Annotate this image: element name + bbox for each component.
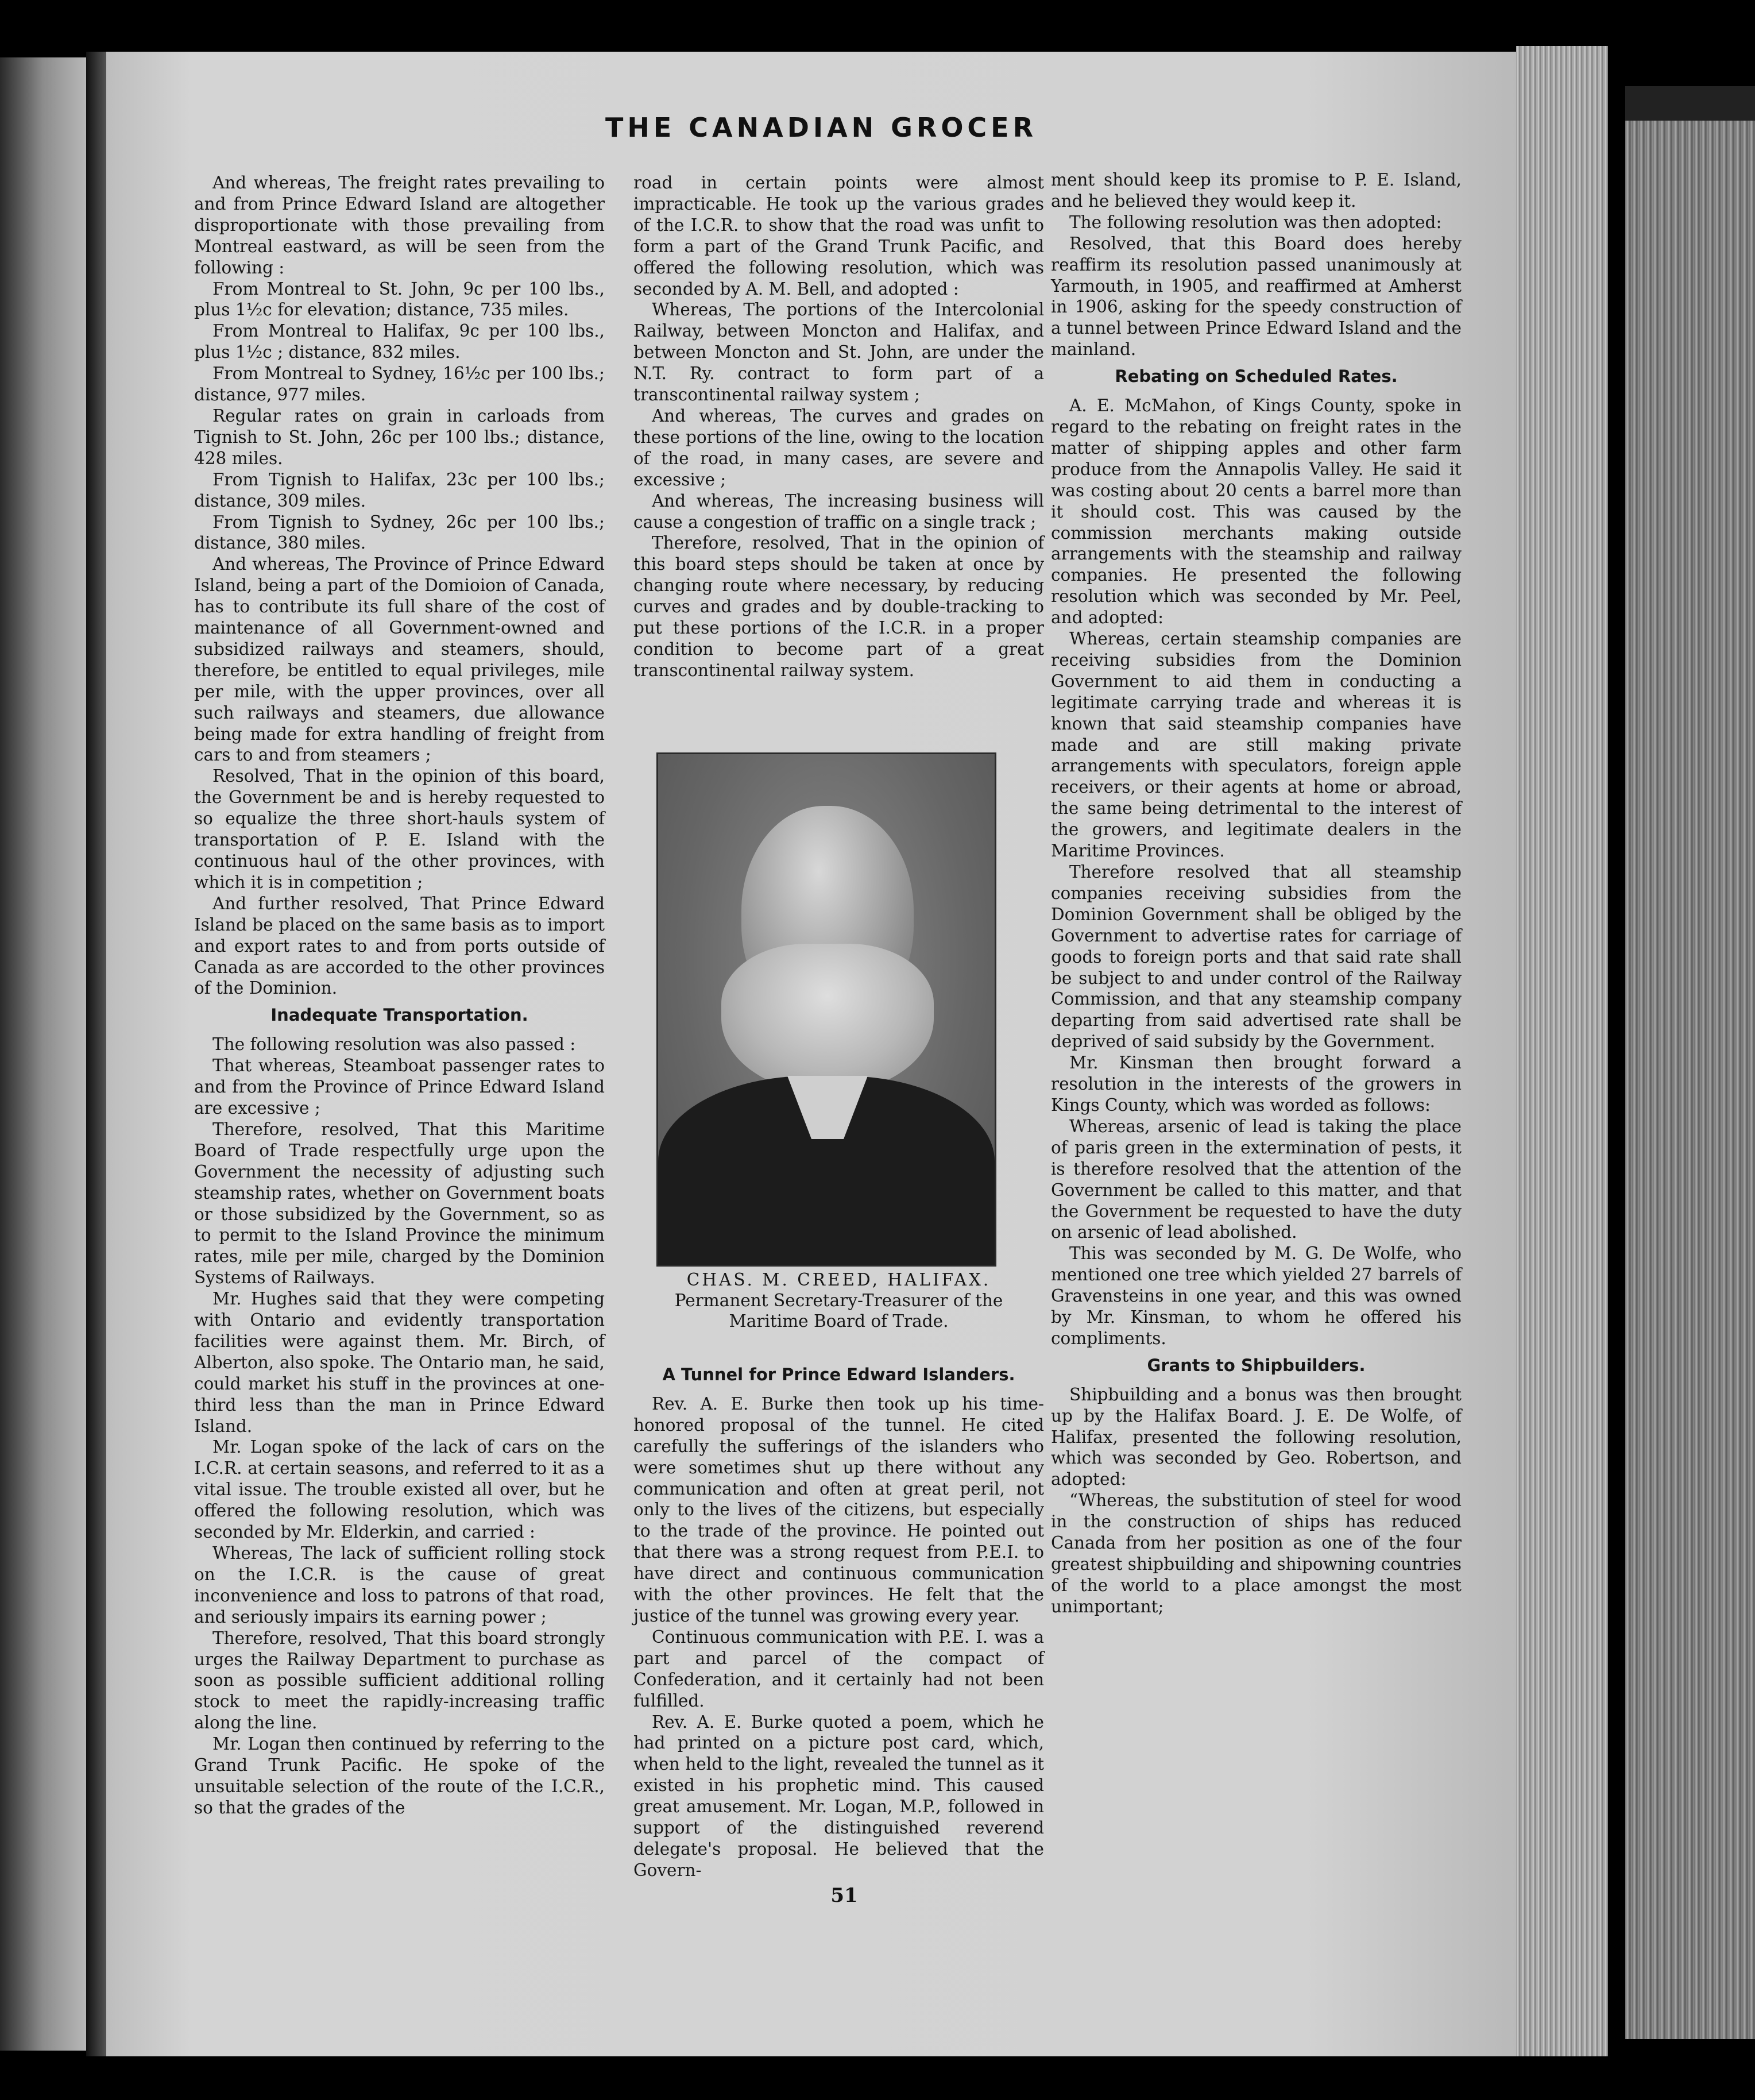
paragraph: Resolved, that this Board does hereby reaffirm its resolution passed unanimously at Yarmouth, in 1905, and reaffirmed at Amherst in 1906, asking for the speedy construction of a tunnel between Prince Edward Island and the mainland. xyxy=(1051,233,1462,360)
paragraph: That whereas, Steamboat passenger rates to and from the Province of Prince Edward Island are excessive ; xyxy=(194,1056,605,1118)
paragraph: From Tignish to Sydney, 26c per 100 lbs.; distance, 380 miles. xyxy=(194,512,605,553)
section-heading: Inadequate Transportation. xyxy=(270,1005,528,1025)
paragraph: The following resolution was also passed : xyxy=(212,1034,576,1055)
paragraph: road in certain points were almost impracticable. He took up the various grades of the I.C.R. to show that the road was unfit to form a part of the Grand Trunk Pacific, and offered the following resolution, which was seconded by A. M. Bell, and adopted : xyxy=(633,173,1044,299)
paragraph: Mr. Logan spoke of the lack of cars on the I.C.R. at certain seasons, and referred to it as a vital issue. The trouble existed all over, but he offered the following resolution, which was seconded by Mr. Elderkin, and carried : xyxy=(194,1437,605,1542)
paragraph: A. E. McMahon, of Kings County, spoke in regard to the rebating on freight rates in the matter of shipping apples and other farm produce from the Annapolis Valley. He said it was costing about 20 cents a barrel more than it should cost. This was caused by the commission merchants making outside arrangements with the steamship and railway companies. He presented the following resolution which was seconded by Mr. Peel, and adopted: xyxy=(1051,396,1462,628)
paragraph: Therefore, resolved, That this board strongly urges the Railway Department to purchase as soon as possible sufficient additional rolling stock to meet the rapidly-increasing traffic along the line. xyxy=(194,1628,605,1733)
photo-caption xyxy=(633,1269,1044,1331)
paragraph: And whereas, The curves and grades on these portions of the line, owing to the location of the road, in many cases, are severe and excessive ; xyxy=(633,406,1044,489)
paragraph: Mr. Logan then continued by referring to the Grand Trunk Pacific. He spoke of the unsuitable selection of the route of the I.C.R., so that the grades of the xyxy=(194,1734,605,1817)
section-heading: A Tunnel for Prince Edward Islanders. xyxy=(662,1365,1015,1384)
paragraph: From Tignish to Halifax, 23c per 100 lbs.; distance, 309 miles. xyxy=(194,469,605,511)
paragraph: Mr. Hughes said that they were competing with Ontario and evidently transportation facilities were against them. Mr. Birch, of Alberton, also spoke. The Ontario man, he said, could market his stuff in the provinces at one-third less than the man in Prince Edward Island. xyxy=(194,1289,605,1436)
column-2-bottom xyxy=(633,1358,1044,1881)
column-3 xyxy=(1051,169,1462,1618)
paragraph: “Whereas, the substitution of steel for wood in the construction of ships has reduced Canada from her position as one of the four greatest shipbuilding and shipowning countries of the world to a place amongst the most unimportant; xyxy=(1051,1491,1462,1616)
paragraph: Whereas, The lack of sufficient rolling stock on the I.C.R. is the cause of great inconvenience and loss to patrons of that road, and seriously impairs its earning power ; xyxy=(194,1543,605,1627)
page-number: 51 xyxy=(830,1884,858,1907)
paragraph: And further resolved, That Prince Edward Island be placed on the same basis as to import and export rates to and from ports outside of Canada as are accorded to the other provinces of the Dominion. xyxy=(194,893,605,998)
adjacent-book-top xyxy=(1625,86,1755,121)
column-1 xyxy=(194,172,605,1819)
paragraph: Shipbuilding and a bonus was then brought up by the Halifax Board. J. E. De Wolfe, of Halifax, presented the following resolution, which was seconded by Geo. Robertson, and adopted: xyxy=(1051,1384,1462,1489)
portrait-photo xyxy=(656,752,996,1267)
paragraph: Whereas, certain steamship companies are receiving subsidies from the Dominion Government to aid them in conducting a legitimate carrying trade and whereas it is known that said steamship companies have made and are still making private arrangements with speculators, foreign apple receivers, or their agents at home or abroad, the same being detrimental to the interest of the growers, and legitimate dealers in the Maritime Provinces. xyxy=(1051,629,1462,861)
paragraph: This was seconded by M. G. De Wolfe, who mentioned one tree which yielded 27 barrels of Gravensteins in one year, and this was owned by Mr. Kinsman, to whom he offered his compliments. xyxy=(1051,1244,1462,1348)
paragraph: Whereas, The portions of the Intercolonial Railway, between Moncton and Halifax, and between Moncton and St. John, are under the N.T. Ry. contract to form part of a transcontinental railway system ; xyxy=(633,300,1044,405)
paragraph: Rev. A. E. Burke then took up his time-honored proposal of the tunnel. He cited carefully the sufferings of the islanders who were sometimes shut up there without any communication and often at great peril, not only to the lives of the citizens, but especially to the trade of the province. He pointed out that there was a strong request from P.E.I. to have direct and continuous communication with the other provinces. He felt that the justice of the tunnel was growing every year. xyxy=(633,1393,1044,1626)
paragraph: And whereas, The freight rates prevailing to and from Prince Edward Island are altogether disproportionate with those prevailing from Montreal eastward, as will be seen from the following : xyxy=(194,173,605,277)
paragraph: Regular rates on grain in carloads from Tignish to St. John, 26c per 100 lbs.; distance, 428 miles. xyxy=(194,406,605,468)
paragraph: Therefore, resolved, That in the opinion of this board steps should be taken at once by changing route where necessary, by reducing curves and grades and by double-tracking to put these portions of the I.C.R. in a proper condition to become part of a great transcontinental railway system. xyxy=(633,533,1044,680)
section-heading: Grants to Shipbuilders. xyxy=(1147,1355,1366,1375)
adjacent-book xyxy=(1625,86,1755,2039)
paragraph: Therefore, resolved, That this Maritime Board of Trade respectfully urge upon the Government the necessity of adjusting such steamship rates, whether on Government boats or those subsidized by the Government, so as to permit to the Island Province the minimum rates, mile per mile, charged by the Dominion Systems of Railways. xyxy=(194,1119,605,1288)
paragraph: Therefore resolved that all steamship companies receiving subsidies from the Dominion Government shall be obliged by the Government to advertise rates for carriage of goods to foreign ports and that said rate shall be subject to and under control of the Railway Commission, and that any steamship company departing from said advertised rate shall be deprived of said subsidy by the Government. xyxy=(1051,862,1462,1052)
page-edges xyxy=(1516,46,1608,2056)
paragraph: And whereas, The Province of Prince Edward Island, being a part of the Domioion of Canada, has to contribute its full share of the cost of maintenance of all Government-owned and subsidized railways and steamers, should, therefore, be entitled to equal privileges, mile per mile, with the upper provinces, over all such railways and steamers, due allowance being made for extra handling of freight from cars to and from steamers ; xyxy=(194,554,605,765)
column-2-top xyxy=(633,172,1044,681)
portrait-beard xyxy=(721,944,934,1093)
paragraph: The following resolution was then adopted: xyxy=(1069,212,1442,232)
paragraph: Rev. A. E. Burke quoted a poem, which he had printed on a picture post card, which, when held to the light, revealed the tunnel as it existed in his prophetic mind. This caused great amusement. Mr. Logan, M.P., followed in support of the distinguished reverend delegate's proposal. He believed that the Govern- xyxy=(633,1712,1044,1880)
paragraph: And whereas, The increasing business will cause a congestion of traffic on a single track ; xyxy=(633,491,1044,532)
paragraph: From Montreal to St. John, 9c per 100 lbs., plus 1½c for elevation; distance, 735 miles. xyxy=(194,279,605,320)
paragraph: From Montreal to Halifax, 9c per 100 lbs., plus 1½c ; distance, 832 miles. xyxy=(194,321,605,362)
paragraph: Whereas, arsenic of lead is taking the place of paris green in the extermination of pests, it is therefore resolved that the attention of the Government be called to this matter, and that the Government be requested to have the duty on arsenic of lead abolished. xyxy=(1051,1116,1462,1242)
left-page-edge xyxy=(0,57,86,2051)
page-header: THE CANADIAN GROCER xyxy=(605,112,1038,143)
section-heading: Rebating on Scheduled Rates. xyxy=(1115,366,1398,387)
paragraph: ment should keep its promise to P. E. Island, and he believed they would keep it. xyxy=(1051,170,1462,211)
paragraph: Resolved, That in the opinion of this board, the Government be and is hereby requested to so equalize the three short-hauls system of transportation of P. E. Island with the continuous haul of the other provinces, with which it is in competition ; xyxy=(194,766,605,892)
paragraph: Mr. Kinsman then brought forward a resolution in the interests of the growers in Kings County, which was worded as follows: xyxy=(1051,1053,1462,1115)
caption-name: CHAS. M. CREED, HALIFAX. xyxy=(686,1270,991,1290)
paragraph: From Montreal to Sydney, 16½c per 100 lbs.; distance, 977 miles. xyxy=(194,364,605,405)
book-gutter xyxy=(86,52,106,2056)
caption-role: Permanent Secretary-Treasurer of the Maritime Board of Trade. xyxy=(674,1291,1003,1331)
paragraph: Continuous communication with P.E. I. was a part and parcel of the compact of Confederation, and it certainly had not been fulfilled. xyxy=(633,1627,1044,1711)
